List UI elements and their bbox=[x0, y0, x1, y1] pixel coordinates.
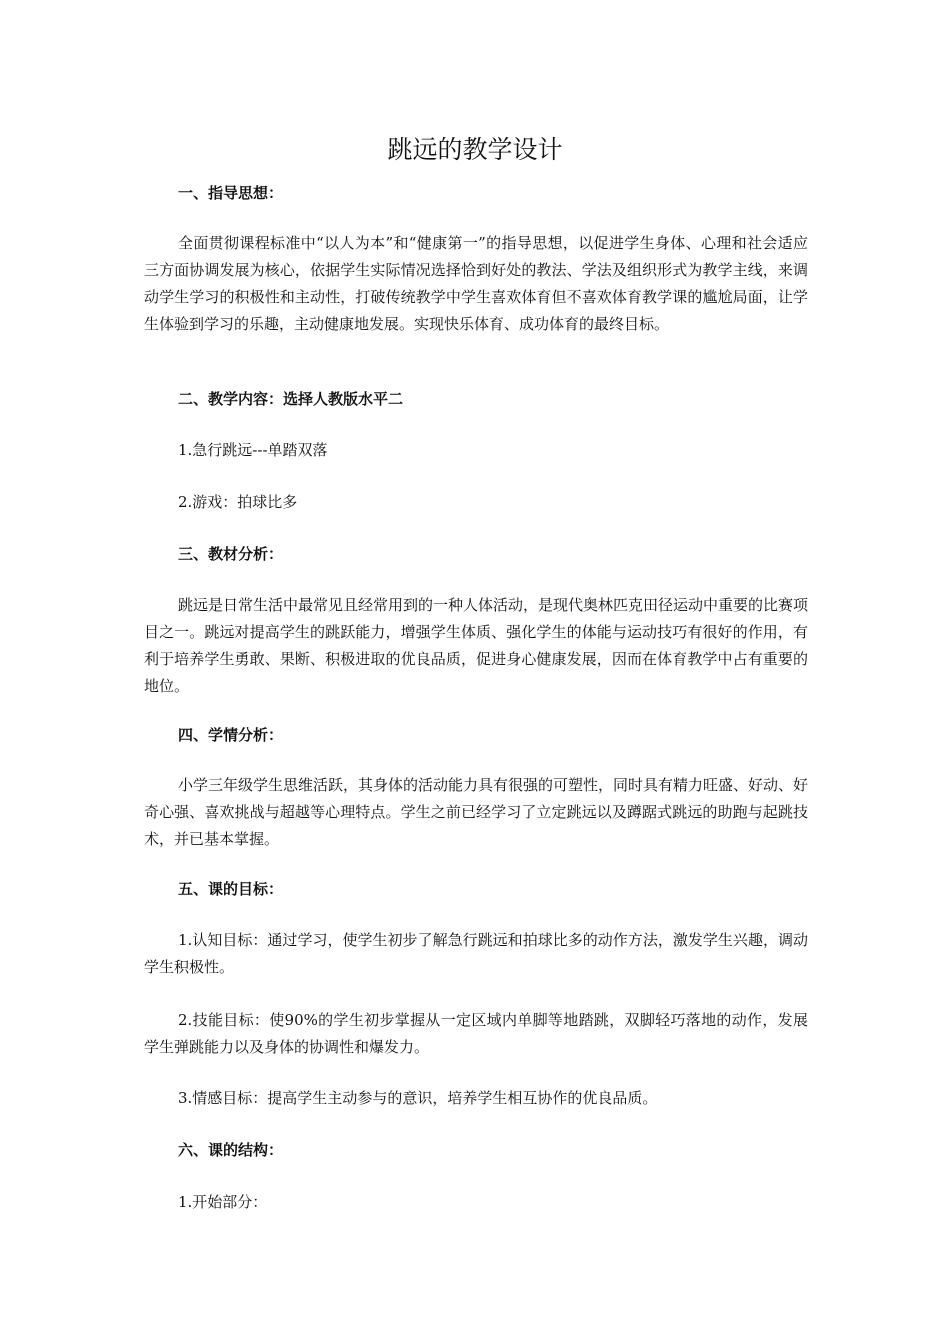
section-heading-teaching-content: 二、教学内容：选择人教版水平二 bbox=[178, 390, 404, 408]
goal-skill: 2.技能目标：使90%的学生初步掌握从一定区域内单脚等地踏跳，双脚轻巧落地的动作，发展学生弹跳能力以及身体的协调性和爆发力。 bbox=[144, 1011, 808, 1056]
section-heading-guiding-idea: 一、指导思想： bbox=[178, 184, 284, 202]
list-item-content-2: 2.游戏：拍球比多 bbox=[178, 493, 298, 511]
document-title: 跳远的教学设计 bbox=[387, 135, 563, 164]
section-heading-lesson-structure: 六、课的结构： bbox=[178, 1141, 284, 1159]
paragraph-student-analysis: 小学三年级学生思维活跃，其身体的活动能力具有很强的可塑性，同时具有精力旺盛、好动、好奇心强、喜欢挑战与超越等心理特点。学生之前已经学习了立定跳远以及蹲踞式跳远的助跑与起跳技术，并已基本掌握。 bbox=[144, 776, 809, 848]
list-item-content-1: 1.急行跳远---单踏双落 bbox=[178, 441, 328, 459]
section-heading-lesson-goals: 五、课的目标： bbox=[178, 880, 284, 898]
section-heading-material-analysis: 三、教材分析： bbox=[178, 545, 284, 563]
goal-emotional: 3.情感目标：提高学生主动参与的意识，培养学生相互协作的优良品质。 bbox=[178, 1089, 658, 1107]
list-item-structure-1: 1.开始部分： bbox=[178, 1193, 268, 1211]
goal-cognitive: 1.认知目标：通过学习，使学生初步了解急行跳远和拍球比多的动作方法，激发学生兴趣，调动学生积极性。 bbox=[144, 931, 808, 976]
paragraph-material-analysis: 跳远是日常生活中最常见且经常用到的一种人体活动，是现代奥林匹克田径运动中重要的比赛项目之一。跳远对提高学生的跳跃能力，增强学生体质、强化学生的体能与运动技巧有很好的作用，有利于培养学生勇敢、果断、积极进取的优良品质，促进身心健康发展，因而在体育教学中占有重要的地位。 bbox=[144, 596, 809, 695]
paragraph-guiding-idea: 全面贯彻课程标准中“以人为本”和“健康第一”的指导思想，以促进学生身体、心理和社会适应三方面协调发展为核心，依据学生实际情况选择恰到好处的教法、学法及组织形式为教学主线，来调动学生学习的积极性和主动性，打破传统教学中学生喜欢体育但不喜欢体育教学课的尴尬局面，让学生体验到学习的乐趣，主动健康地发展。实现快乐体育、成功体育的最终目标。 bbox=[144, 234, 808, 333]
section-heading-student-analysis: 四、学情分析： bbox=[178, 726, 284, 744]
